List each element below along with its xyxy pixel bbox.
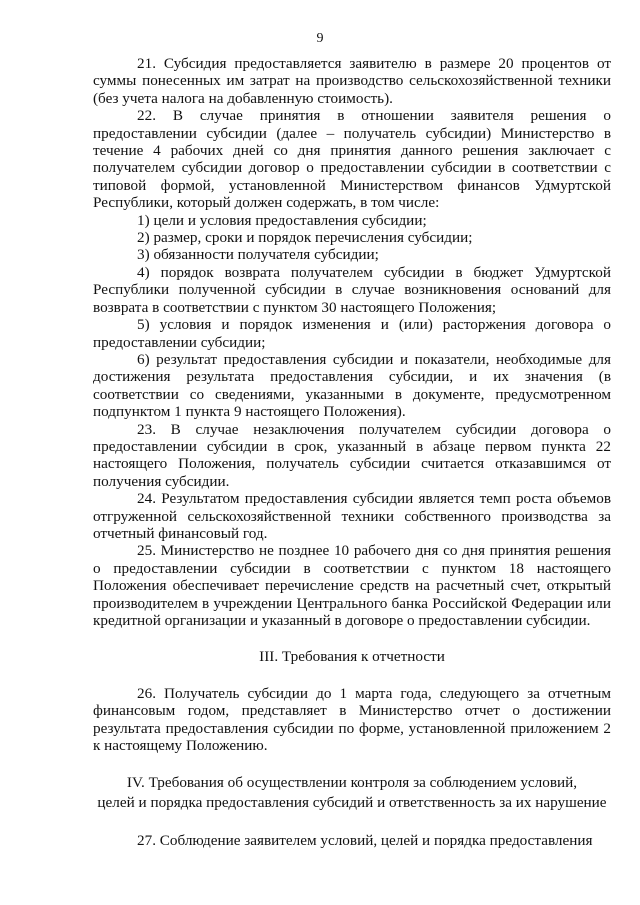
paragraph-21: 21. Субсидия предоставляется заявителю в размере 20 процентов от суммы понесенных им затрат на производство сельскохозяйственной техники (без учета налога на добавленную стоимость). — [93, 55, 611, 107]
paragraph-24: 24. Результатом предоставления субсидии является темп роста объемов отгруженной сельскохозяйственной техники собственного производства за отчетный финансовый год. — [93, 490, 611, 542]
paragraph-22-item-5: 5) условия и порядок изменения и (или) расторжения договора о предоставлении субсидии; — [93, 316, 611, 351]
section-4-heading-line-1: IV. Требования об осуществлении контроля за соблюдением условий, — [126, 774, 578, 792]
paragraph-22: 22. В случае принятия в отношении заявителя решения о предоставлении субсидии (далее – получатель субсидии) Министерство в течение 4 рабочих дней со дня принятия данного решения заключает с получателем субсидии договор о предоставлении субсидии в соответствии с типовой формой, установленной Министерством финансов Удмуртской Республики, который должен содержать, в том числе: — [93, 107, 611, 212]
section-4-heading-line-2: целей и порядка предоставления субсидий и ответственность за их нарушение — [97, 794, 607, 812]
paragraph-22-item-4: 4) порядок возврата получателем субсидии в бюджет Удмуртской Республики полученной субсидии в случае возникновения оснований для возврата в соответствии с пунктом 30 настоящего Положения; — [93, 263, 611, 316]
paragraph-22-item-1: 1) цели и условия предоставления субсидии; — [137, 211, 427, 229]
paragraph-22-item-2: 2) размер, сроки и порядок перечисления субсидии; — [137, 229, 473, 247]
section-4-heading — [93, 773, 611, 813]
document-body — [93, 55, 611, 850]
paragraph-22-item-6: 6) результат предоставления субсидии и показатели, необходимые для достижения результата предоставления субсидии, и их значения (в соответствии со сведениями, указанными в документе, предусмотренном подпунктом 1 пункта 9 настоящего Положения). — [93, 350, 611, 421]
paragraph-22-item-3: 3) обязанности получателя субсидии; — [137, 246, 379, 264]
page-number: 9 — [316, 31, 324, 46]
paragraph-25: 25. Министерство не позднее 10 рабочего дня со дня принятия решения о предоставлении субсидии в соответствии с пунктом 18 настоящего Положения обеспечивает перечисление средств на расчетный счет, открытый производителем в учреждении Центрального банка Российской Федерации или кредитной организации и указанный в договоре о предоставлении субсидии. — [93, 542, 611, 629]
paragraph-23: 23. В случае незаключения получателем субсидии договора о предоставлении субсидии в срок, указанный в абзаце первом пункта 22 настоящего Положения, получатель субсидии считается отказавшимся от получения субсидии. — [93, 420, 611, 490]
paragraph-26: 26. Получатель субсидии до 1 марта года, следующего за отчетным финансовым годом, представляет в Министерство отчет о достижении результата предоставления субсидии по форме, установленной приложением 2 к настоящему Положению. — [93, 684, 611, 755]
paragraph-27: 27. Соблюдение заявителем условий, целей и порядка предоставления — [137, 832, 593, 850]
section-3-heading: III. Требования к отчетности — [259, 648, 445, 666]
